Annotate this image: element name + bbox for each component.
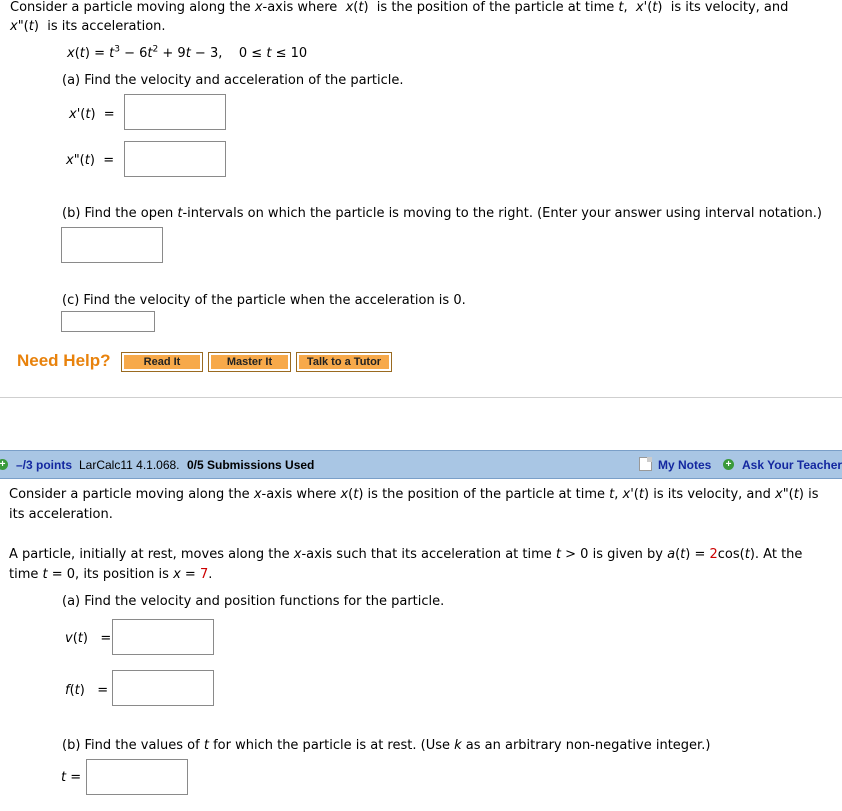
my-notes-link[interactable]: My Notes: [658, 458, 712, 472]
section-divider: [0, 397, 842, 398]
q1-part-b: (b) Find the open t-intervals on which the particle is moving to the right. (Enter your answer using interval notation.): [62, 206, 822, 221]
acceleration-coefficient: 2: [709, 547, 718, 562]
q1-acceleration-label: x"(t) =: [66, 153, 115, 168]
q2-intro-line1: Consider a particle moving along the x-axis where x(t) is the position of the particle at time t, x'(t) is its velocity, and x"(t) is: [9, 487, 819, 502]
ask-teacher-link[interactable]: Ask Your Teacher: [742, 458, 842, 472]
q1-intro-line1: Consider a particle moving along the x-axis where x(t) is the position of the particle at time t, x'(t) is its velocity, and: [10, 0, 789, 15]
q1-equation: $x(t) = t^3 - 6t^2 + 9t - 3$, 0 ≤ t ≤ 10: [67, 44, 308, 61]
notes-icon[interactable]: [639, 457, 652, 471]
q2-part-a: (a) Find the velocity and position functions for the particle.: [62, 594, 445, 609]
q2-intro-line2: its acceleration.: [9, 507, 113, 522]
position-function-input[interactable]: [112, 670, 214, 706]
acceleration-input[interactable]: [124, 141, 226, 177]
q2-rest-time-label: t =: [61, 770, 82, 785]
question-header: [0, 450, 842, 479]
expand-plus-icon[interactable]: +: [0, 459, 8, 470]
velocity-function-input[interactable]: [112, 619, 214, 655]
q1-part-c: (c) Find the velocity of the particle when the acceleration is 0.: [62, 293, 466, 308]
q2-part-b: (b) Find the values of t for which the particle is at rest. (Use k as an arbitrary non-negative integer.): [62, 738, 711, 753]
velocity-input[interactable]: [124, 94, 226, 130]
q1-velocity-label: x'(t) =: [69, 107, 115, 122]
master-it-button[interactable]: Master It: [208, 352, 291, 372]
q2-body-line2: time t = 0, its position is x = 7.: [9, 567, 213, 582]
submissions-used: 0/5 Submissions Used: [187, 458, 315, 472]
read-it-button[interactable]: Read It: [121, 352, 203, 372]
initial-position: 7: [199, 567, 209, 582]
q2-body-line1: A particle, initially at rest, moves along the x-axis such that its acceleration at time t > 0 is given by a(t) = 2cos(t). At the: [9, 547, 803, 562]
need-help-label: Need Help?: [17, 351, 111, 370]
talk-to-tutor-button[interactable]: Talk to a Tutor: [296, 352, 392, 372]
problem-code: LarCalc11 4.1.068.: [79, 458, 180, 472]
intervals-input[interactable]: [61, 227, 163, 263]
rest-times-input[interactable]: [86, 759, 188, 795]
ask-teacher-plus-icon[interactable]: +: [723, 459, 734, 470]
points-label: –/3 points: [16, 458, 73, 472]
velocity-at-zero-accel-input[interactable]: [61, 311, 155, 332]
q2-position-label: f(t) =: [65, 683, 109, 698]
q2-velocity-label: v(t) =: [65, 631, 112, 646]
q1-part-a: (a) Find the velocity and acceleration of the particle.: [62, 73, 404, 88]
q1-intro-line2: x"(t) is its acceleration.: [10, 19, 166, 34]
